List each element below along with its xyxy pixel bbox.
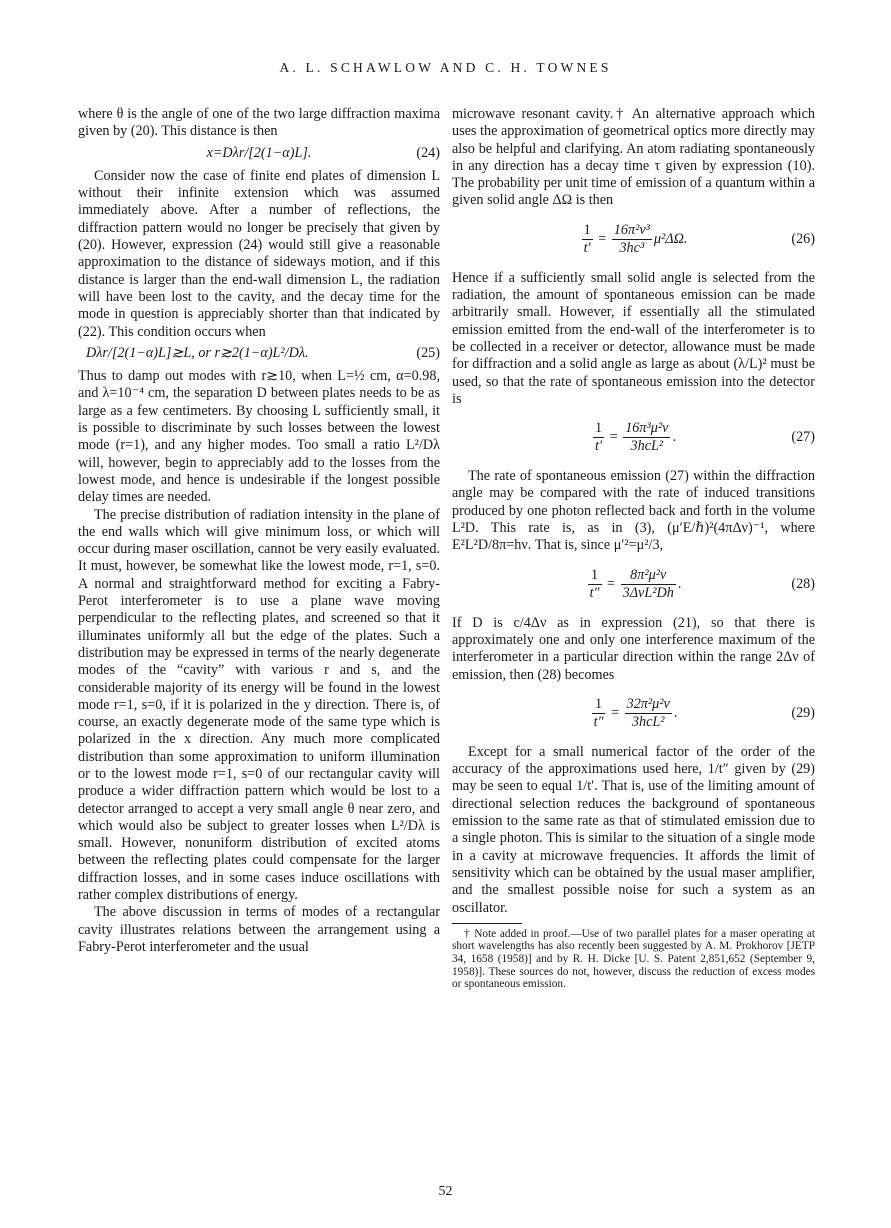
fraction (612, 222, 652, 258)
equation-number: (25) (416, 344, 440, 361)
denominator: 3ΔνL²Dh (622, 584, 674, 601)
equation-28: $\frac{1}{t''}$ = $\frac{\text{8π²μ²ν}}{\text{3ΔνL²Dh}}$ . (28) (589, 566, 815, 601)
equation-number: (24) (416, 144, 440, 161)
fraction (588, 567, 602, 603)
paragraph: where θ is the angle of one of the two large diffraction maxima given by (20). This distance is then (78, 106, 440, 140)
equation-24 (78, 145, 440, 162)
fraction (621, 567, 676, 603)
numerator: 1 (588, 567, 602, 585)
paragraph: Consider now the case of finite end plates of dimension L without their infinite extension which was assumed immediately above. After a number of reflections, the diffraction pattern would no longer be precisely that given by (20). However, expression (24) would still give a reasonable approximation to the distance of sideways motion, and if this distance is larger than the end-wall dimension L, the radiation will have been lost to the cavity, and the decay time for the mode in question is appreciably shorter than that indicated by (22). This condition occurs when (78, 167, 440, 340)
paragraph: If D is c/4Δν as in expression (21), so that there is approximately one and only one interference maximum of the interferometer in a particular direction within the range 2Δν of emission, then (28) becomes (452, 614, 815, 683)
right-column (452, 106, 815, 991)
equation-29: $\frac{1}{t''}$ = $\frac{\text{32π²μ²ν}}{\text{3hcL²}}$ . (29) (593, 695, 815, 731)
paragraph: Except for a small numerical factor of the order of the accuracy of the approximations used here, 1/t″ given by (29) may be seen to equal 1/t′. That is, use of the limiting amount of directional selection reduces the background of spontaneous emission to the same rate as that of stimulated emission due to a single photon. This is similar to the situation of a single mode in a cavity at microwave frequencies. It affords the limit of sensitivity which can be obtained by the usual maser amplifier, and the smallest possible noise for such a system as an oscillator. (452, 743, 815, 916)
paragraph: Thus to damp out modes with r≳10, when L=½ cm, α=0.98, and λ=10⁻⁴ cm, the separation D between plates needs to be as large as a few centimeters. By choosing L sufficiently small, it is possible to discriminate by such losses between the lowest mode (r=1), and any higher modes. Too small a ratio L²/Dλ will, however, begin to appreciably add to the losses from the lowest mode, and hence is undesirable if the longest possible delay times are needed. (78, 368, 440, 506)
denominator: 3hcL² (631, 714, 665, 731)
fraction (625, 696, 672, 732)
equation-body: Dλr/[2(1−α)L]≳L, or r≳2(1−α)L²/Dλ. (86, 344, 309, 361)
equation-number: (26) (791, 230, 815, 247)
page-number: 52 (438, 1184, 453, 1199)
equation-number: (28) (791, 575, 815, 592)
fraction (593, 420, 604, 456)
denominator: t″ (593, 714, 604, 731)
paragraph: The precise distribution of radiation intensity in the plane of the end walls which will give minimum loss, or which will occur during maser oscillation, cannot be very easily evaluated. It must, however, be somewhat like the lowest mode, r=1, s=0. A normal and straightforward method for exciting a Fabry-Perot interferometer is to use a plane wave moving perpendicular to the reflecting plates, and screened so that it illuminates uniformly all but the edge of the plates. Such a distribution may be expressed in terms of the nearly degenerate modes of the “cavity” with various r and s, and the considerable majority of its energy will be found in the lowest mode r=1, s=0, if it is polarized in the y direction. There is, of course, an exactly degenerate mode of the same type which is polarized in the x direction. Any much more complicated distribution than some approximation to uniform illumination or to the lowest mode r=1, s=0 of our rectangular cavity will produce a wider diffraction pattern which would be lost to a detector arranged to accept a very small angle θ near zero, and which would also be subject to greater losses when L²/Dλ is small. However, nonuniform distribution of excited atoms between the reflecting plates could compensate for the larger diffraction losses, and in some cases induce oscillations with rather complex distributions of energy. (78, 506, 440, 904)
equation-body: x=Dλr/[2(1−α)L]. (206, 144, 312, 161)
denominator: t′ (595, 438, 603, 455)
equation-number: (29) (791, 704, 815, 721)
equation-number: (27) (791, 429, 815, 446)
denominator: t′ (583, 240, 591, 257)
footnote: † Note added in proof.—Use of two parallel plates for a maser operating at short wavelengths has also recently been suggested by A. M. Prokhorov [JETP 34, 1658 (1958)] and by R. H. Dicke [U. S. Patent 2,851,652 (September 9, 1958)]. These sources do not, however, discuss the reduction of excess modes or spontaneous emission. (452, 927, 815, 991)
paragraph: microwave resonant cavity.† An alternative approach which uses the approximation of geometrical optics more directly may also be helpful and clarifying. An atom radiating spontaneously in any direction has a decay time τ given by expression (10). The probability per unit time of emission of a quantum within a given solid angle ΔΩ is then (452, 106, 815, 209)
equation-26: $\frac{1}{t'}$ = $\frac{\text{16π²ν³}}{\text{3hc³}}$ μ²ΔΩ. (26) (583, 221, 815, 257)
equation-27: $\frac{1}{t'}$ = $\frac{\text{16π³μ²ν}}{\text{3hcL²}}$ . (27) (595, 420, 815, 455)
numerator: 1 (582, 222, 593, 240)
numerator: 16π³μ²ν (623, 420, 670, 438)
denominator: t″ (589, 584, 600, 601)
fraction (623, 420, 670, 456)
equation-tail: μ²ΔΩ. (653, 230, 688, 247)
footnote-rule (452, 923, 522, 924)
fraction (582, 222, 593, 258)
paragraph: The above discussion in terms of modes of a rectangular cavity illustrates relations between the arrangement using a Fabry-Perot interferometer and the usual (78, 904, 440, 955)
denominator: 3hcL² (630, 438, 664, 455)
numerator: 8π²μ²ν (621, 567, 676, 585)
numerator: 16π²ν³ (612, 222, 652, 240)
paragraph: Hence if a sufficiently small solid angle is selected from the radiation, the amount of spontaneous emission can be made arbitrarily small. However, if essentially all the stimulated emission emitted from the end-wall of the interferometer is to be collected in a receiver or detector, allowance must be made for diffraction and a solid angle as large as about (λ/L)² must be used, so that the rate of spontaneous emission into the detector is (452, 269, 815, 407)
fraction (592, 696, 606, 732)
paragraph: The rate of spontaneous emission (27) within the diffraction angle may be compared with the rate of induced transitions produced by one photon reflected back and forth in the volume L²D. This rate is, as in (3), (μ′E/ℏ)²(4πΔν)⁻¹, where E²L²D/8π=hν. That is, since μ′²=μ²/3, (452, 468, 815, 554)
numerator: 1 (592, 696, 606, 714)
running-header: A. L. SCHAWLOW AND C. H. TOWNES (279, 60, 612, 75)
numerator: 32π²μ²ν (625, 696, 672, 714)
equation-25 (78, 345, 440, 362)
denominator: 3hc³ (619, 240, 645, 257)
left-column (78, 106, 440, 956)
numerator: 1 (593, 420, 604, 438)
